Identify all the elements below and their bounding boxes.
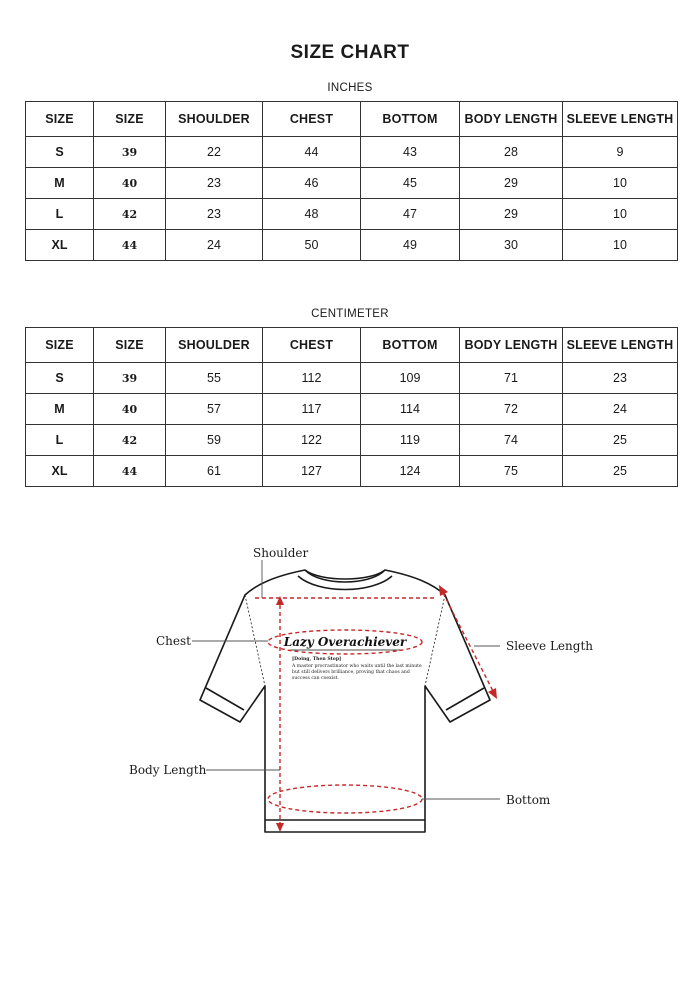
- centimeter-table: [25, 327, 678, 487]
- cell-chest: 117: [263, 394, 361, 425]
- cell-body-length: 71: [460, 363, 563, 394]
- header-chest: CHEST: [263, 102, 361, 137]
- tshirt-measurement-diagram: [0, 530, 700, 860]
- cell-bottom: 49: [361, 230, 460, 261]
- arrow-head: [276, 823, 284, 832]
- cell-sleeve-length: 23: [563, 363, 678, 394]
- header-sleeve-length: SLEEVE LENGTH: [563, 102, 678, 137]
- cell-size-number: 40: [94, 168, 166, 199]
- cell-size-number: 39: [94, 137, 166, 168]
- cell-chest: 122: [263, 425, 361, 456]
- cell-body-length: 28: [460, 137, 563, 168]
- inches-table: [25, 101, 678, 261]
- leader-lines: [192, 560, 500, 799]
- cell-shoulder: 57: [166, 394, 263, 425]
- cell-shoulder: 22: [166, 137, 263, 168]
- cell-bottom: 47: [361, 199, 460, 230]
- cell-sleeve-length: 10: [563, 168, 678, 199]
- cell-size: M: [26, 394, 94, 425]
- header-shoulder: SHOULDER: [166, 102, 263, 137]
- cell-chest: 112: [263, 363, 361, 394]
- cell-body-length: 74: [460, 425, 563, 456]
- measurement-guides: [255, 587, 496, 830]
- header-size-number: SIZE: [94, 102, 166, 137]
- print-subtitle: [Doing, Then Stop]: [292, 657, 342, 662]
- cell-chest: 46: [263, 168, 361, 199]
- shirt-print: [283, 635, 422, 681]
- cell-shoulder: 24: [166, 230, 263, 261]
- cell-shoulder: 61: [166, 456, 263, 487]
- cell-size: L: [26, 199, 94, 230]
- bottom-measure-ellipse: [268, 785, 422, 813]
- cell-size-number: 40: [94, 394, 166, 425]
- header-body-length: BODY LENGTH: [460, 328, 563, 363]
- cell-size-number: 39: [94, 363, 166, 394]
- cell-chest: 44: [263, 137, 361, 168]
- cell-sleeve-length: 9: [563, 137, 678, 168]
- header-shoulder: SHOULDER: [166, 328, 263, 363]
- cell-size: S: [26, 137, 94, 168]
- cell-size-number: 42: [94, 199, 166, 230]
- header-sleeve-length: SLEEVE LENGTH: [563, 328, 678, 363]
- print-line-1: A master procrastinator who waits until the last minute: [292, 664, 422, 669]
- inches-caption: INCHES: [327, 82, 373, 94]
- cell-body-length: 29: [460, 199, 563, 230]
- cell-chest: 48: [263, 199, 361, 230]
- cell-body-length: 75: [460, 456, 563, 487]
- inches-header-row: [26, 102, 678, 137]
- measurement-arrowheads: [276, 585, 497, 832]
- print-line-3: success can coexist.: [292, 676, 339, 681]
- cell-chest: 50: [263, 230, 361, 261]
- cell-size: XL: [26, 456, 94, 487]
- cell-bottom: 109: [361, 363, 460, 394]
- cell-body-length: 30: [460, 230, 563, 261]
- table-row: [26, 199, 678, 230]
- cell-size: S: [26, 363, 94, 394]
- cell-shoulder: 23: [166, 168, 263, 199]
- print-line-2: but still delivers brilliance, proving that chaos and: [292, 670, 410, 675]
- cell-sleeve-length: 25: [563, 425, 678, 456]
- tshirt-outline: [200, 570, 490, 832]
- header-bottom: BOTTOM: [361, 102, 460, 137]
- table-row: [26, 363, 678, 394]
- shoulder-label: Shoulder: [253, 546, 309, 560]
- cell-size: XL: [26, 230, 94, 261]
- cell-size-number: 44: [94, 456, 166, 487]
- tshirt-shoulder-seam-left: [245, 595, 265, 686]
- cell-sleeve-length: 24: [563, 394, 678, 425]
- cell-sleeve-length: 10: [563, 199, 678, 230]
- page-title: SIZE CHART: [290, 42, 410, 63]
- print-title: Lazy Overachiever: [283, 635, 407, 649]
- cell-bottom: 43: [361, 137, 460, 168]
- centimeter-caption: CENTIMETER: [311, 308, 389, 320]
- header-size-number: SIZE: [94, 328, 166, 363]
- cell-bottom: 124: [361, 456, 460, 487]
- cell-bottom: 45: [361, 168, 460, 199]
- header-size: SIZE: [26, 328, 94, 363]
- chest-label: Chest: [156, 634, 191, 648]
- table-row: [26, 168, 678, 199]
- tshirt-shoulder-seam-right: [425, 595, 445, 686]
- table-row: [26, 456, 678, 487]
- header-bottom: BOTTOM: [361, 328, 460, 363]
- body-length-label: Body Length: [129, 763, 207, 777]
- bottom-label: Bottom: [506, 793, 551, 807]
- cell-shoulder: 55: [166, 363, 263, 394]
- cell-size: M: [26, 168, 94, 199]
- cell-size-number: 44: [94, 230, 166, 261]
- cell-size-number: 42: [94, 425, 166, 456]
- tshirt-body: [200, 570, 490, 832]
- cell-shoulder: 23: [166, 199, 263, 230]
- cell-bottom: 119: [361, 425, 460, 456]
- table-row: [26, 394, 678, 425]
- header-size: SIZE: [26, 102, 94, 137]
- cell-bottom: 114: [361, 394, 460, 425]
- cell-chest: 127: [263, 456, 361, 487]
- header-chest: CHEST: [263, 328, 361, 363]
- centimeter-header-row: [26, 328, 678, 363]
- sleeve-length-label: Sleeve Length: [506, 639, 593, 653]
- cell-body-length: 72: [460, 394, 563, 425]
- cell-size: L: [26, 425, 94, 456]
- cell-shoulder: 59: [166, 425, 263, 456]
- table-row: [26, 425, 678, 456]
- cell-sleeve-length: 25: [563, 456, 678, 487]
- table-row: [26, 230, 678, 261]
- table-row: [26, 137, 678, 168]
- cell-sleeve-length: 10: [563, 230, 678, 261]
- header-body-length: BODY LENGTH: [460, 102, 563, 137]
- cell-body-length: 29: [460, 168, 563, 199]
